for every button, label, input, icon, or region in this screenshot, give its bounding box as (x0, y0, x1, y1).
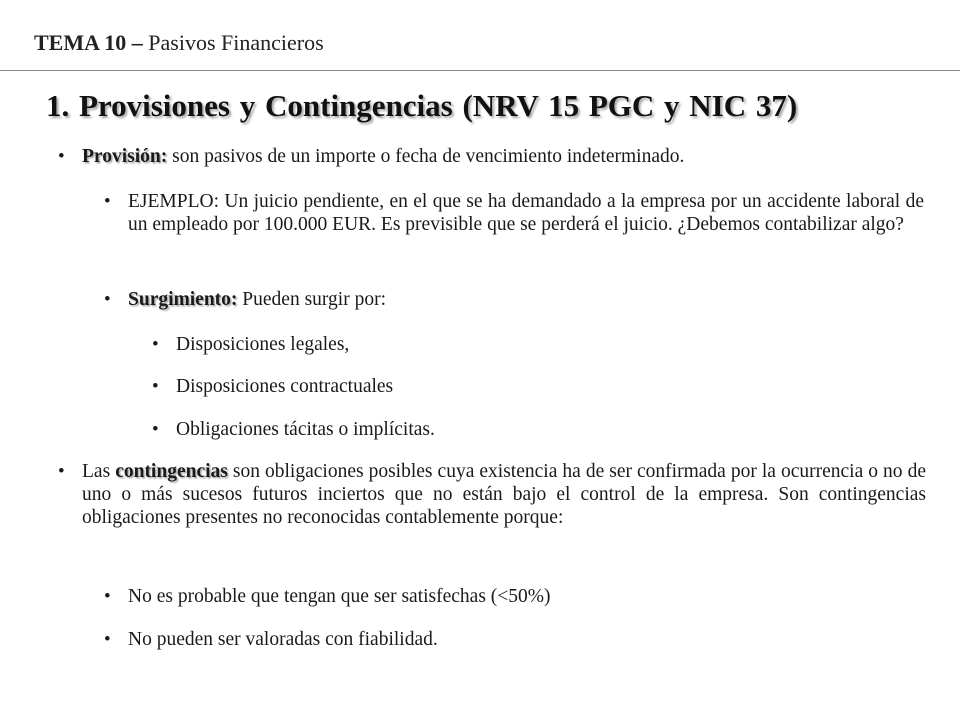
surgimiento-term: Surgimiento: (128, 289, 238, 310)
header-topic-name: Pasivos Financieros (142, 30, 324, 55)
source-item: Obligaciones tácitas o implícitas. (176, 419, 435, 440)
source-item: Disposiciones legales, (176, 334, 350, 355)
header-topic-number: TEMA 10 – (34, 30, 143, 55)
surgimiento-text: Pueden surgir por: (237, 289, 387, 310)
provision-term: Provisión: (82, 146, 168, 167)
bullet-icon: • (152, 376, 159, 397)
slide-title: 1. Provisiones y Contingencias (NRV 15 PGC y NIC 37) (46, 88, 798, 123)
provision-text: son pasivos de un importe o fecha de vencimiento indeterminado. (167, 146, 685, 167)
source-item: Disposiciones contractuales (176, 376, 394, 397)
contingencias-paragraph (82, 460, 926, 529)
contingencias-pre: Las (82, 461, 116, 482)
example-paragraph: EJEMPLO: Un juicio pendiente, en el que se ha demandado a la empresa por un accidente laboral de un empleado por 100.000 EUR. Es previsible que se perderá el juicio. ¿Debemos contabilizar algo? (128, 191, 924, 235)
bullet-icon: • (104, 629, 111, 650)
surgimiento-paragraph (128, 288, 924, 311)
bullet-icon: • (58, 146, 65, 167)
bullet-icon: • (152, 334, 159, 355)
bullet-icon: • (58, 461, 65, 482)
header-divider (0, 70, 960, 71)
bullet-icon: • (104, 289, 111, 310)
reason-item: No pueden ser valoradas con fiabilidad. (128, 629, 438, 650)
slide-header (34, 30, 324, 56)
reason-item: No es probable que tengan que ser satisfechas (<50%) (128, 586, 551, 607)
bullet-icon: • (152, 419, 159, 440)
contingencias-term: contingencias (115, 461, 228, 482)
provision-paragraph (82, 145, 932, 168)
bullet-icon: • (104, 586, 111, 607)
contingencias-text: son obligaciones posibles cuya existencia ha de ser confirmada por la ocurrencia o no de uno o más sucesos futuros inciertos que no están bajo el control de la empresa. Son contingencias obligaciones presentes no reconocidas contablemente porque: (82, 461, 926, 528)
bullet-icon: • (104, 191, 111, 212)
